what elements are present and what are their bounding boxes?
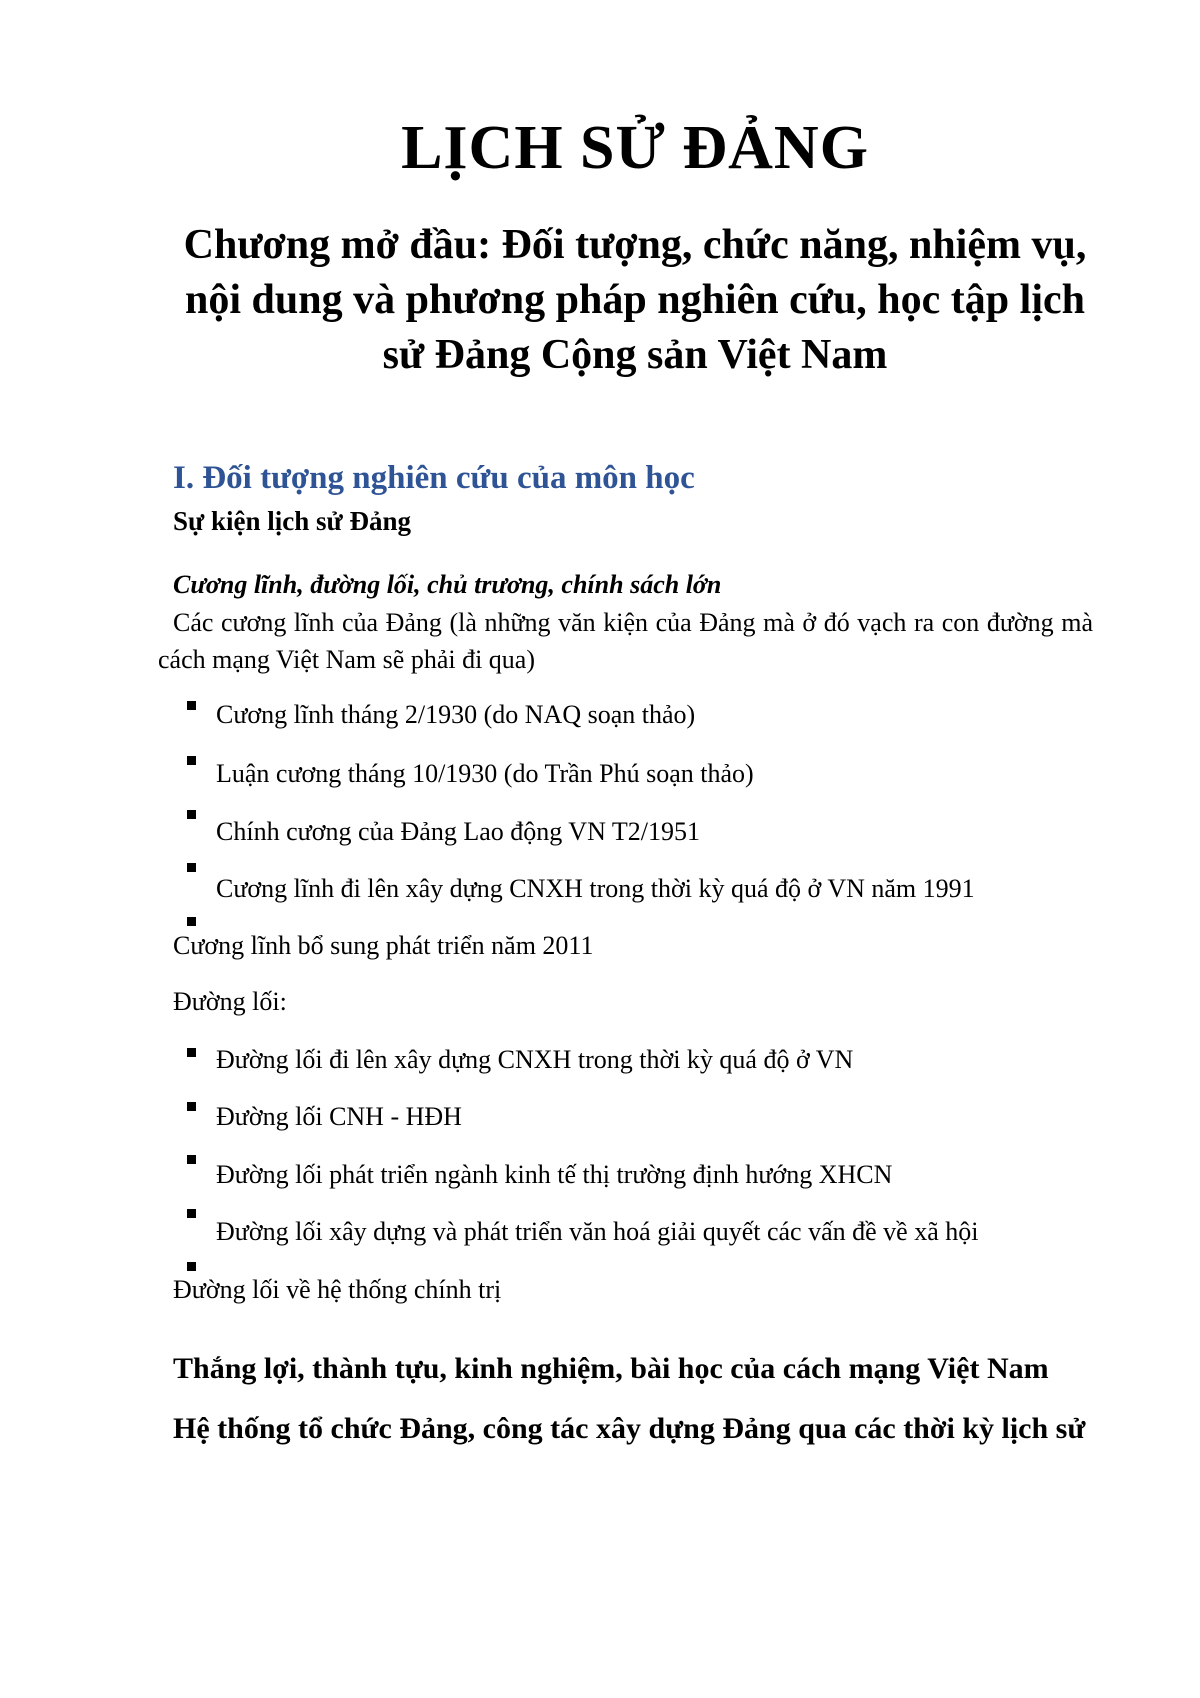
chapter-title: Chương mở đầu: Đối tượng, chức năng, nhiệm vụ, nội dung và phương pháp nghiên cứu, học tập lịch sử Đảng Cộng sản Việt Nam	[183, 222, 1087, 378]
lines-list-item: Đường lối CNH - HĐH	[216, 1102, 462, 1131]
subheading-platforms: Cương lĩnh, đường lối, chủ trương, chính sách lớn	[173, 570, 722, 599]
document-title: LỊCH SỬ ĐẢNG	[401, 114, 869, 182]
bullet-icon	[187, 1209, 196, 1218]
bullet-icon	[187, 1102, 196, 1111]
subheading-events: Sự kiện lịch sử Đảng	[173, 506, 411, 536]
platforms-list-item: Cương lĩnh đi lên xây dựng CNXH trong thời kỳ quá độ ở VN năm 1991	[216, 874, 975, 903]
platform-2011: Cương lĩnh bổ sung phát triển năm 2011	[173, 931, 594, 960]
platforms-list-item: Chính cương của Đảng Lao động VN T2/1951	[216, 817, 700, 846]
bullet-icon	[187, 701, 196, 710]
bullet-icon	[187, 1262, 196, 1271]
platforms-list-item: Luận cương tháng 10/1930 (do Trần Phú soạn thảo)	[216, 759, 754, 788]
platforms-intro: Các cương lĩnh của Đảng (là những văn kiện của Đảng mà ở đó vạch ra con đường mà cách mạng Việt Nam sẽ phải đi qua)	[158, 608, 1093, 674]
bullet-icon	[187, 917, 196, 926]
bullet-icon	[187, 863, 196, 872]
lines-label: Đường lối:	[173, 987, 287, 1016]
bullet-icon	[187, 1048, 196, 1057]
lines-list-item: Đường lối xây dựng và phát triển văn hoá giải quyết các vấn đề về xã hội	[216, 1217, 979, 1246]
lines-political: Đường lối về hệ thống chính trị	[173, 1275, 502, 1304]
organization-heading: Hệ thống tổ chức Đảng, công tác xây dựng Đảng qua các thời kỳ lịch sử	[173, 1412, 1086, 1445]
bullet-icon	[187, 1155, 196, 1164]
platforms-list-item: Cương lĩnh tháng 2/1930 (do NAQ soạn thảo)	[216, 700, 696, 729]
bullet-icon	[187, 756, 196, 765]
lines-list-item: Đường lối đi lên xây dựng CNXH trong thời kỳ quá độ ở VN	[216, 1045, 854, 1074]
section-heading: I. Đối tượng nghiên cứu của môn học	[173, 460, 695, 496]
lines-list-item: Đường lối phát triển ngành kinh tế thị trường định hướng XHCN	[216, 1160, 893, 1189]
victories-heading: Thắng lợi, thành tựu, kinh nghiệm, bài học của cách mạng Việt Nam	[173, 1352, 1049, 1385]
bullet-icon	[187, 810, 196, 819]
